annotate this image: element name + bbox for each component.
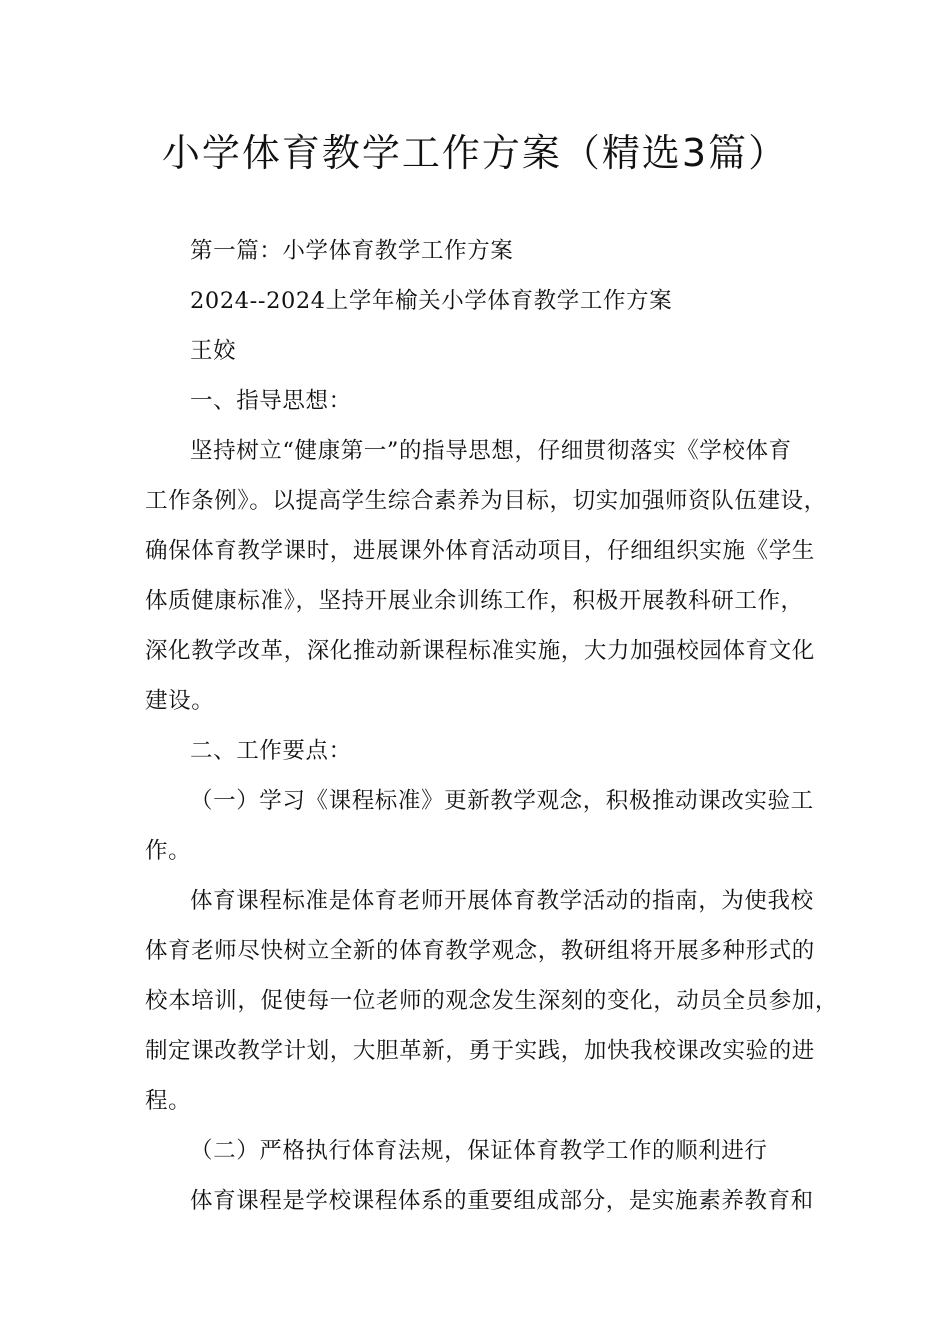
text-line: 确保体育教学课时，进展课外体育活动项目，仔细组织实施《学生 <box>145 538 815 564</box>
text-line: 体育老师尽快树立全新的体育教学观念，教研组将开展多种形式的 <box>145 938 815 964</box>
text-line: （二）严格执行体育法规，保证体育教学工作的顺利进行 <box>190 1138 768 1164</box>
text-line: 二、工作要点： <box>190 738 352 764</box>
text-line: （一）学习《课程标准》更新教学观念，积极推动课改实验工 <box>190 788 814 814</box>
text-line: 2024--2024上学年榆关小学体育教学工作方案 <box>190 288 673 314</box>
text-line: 体育课程标准是体育老师开展体育教学活动的指南，为使我校 <box>190 888 814 914</box>
text-line: 坚持树立“健康第一”的指导思想，仔细贯彻落实《学校体育 <box>190 438 792 464</box>
text-line: 工作条例》。以提高学生综合素养为目标，切实加强师资队伍建设， <box>145 488 827 514</box>
text-line: 深化教学改革，深化推动新课程标准实施，大力加强校园体育文化 <box>145 638 815 664</box>
text-line: 体质健康标准》，坚持开展业余训练工作，积极开展教科研工作， <box>145 588 804 614</box>
document-title: 小学体育教学工作方案（精选3篇） <box>161 131 789 175</box>
text-line: 王姣 <box>190 338 237 364</box>
text-line: 建设。 <box>145 688 215 714</box>
text-line: 作。 <box>145 838 192 864</box>
text-line: 一、指导思想： <box>190 388 352 414</box>
text-line: 校本培训，促使每一位老师的观念发生深刻的变化，动员全员参加， <box>145 988 839 1014</box>
text-line: 制定课改教学计划，大胆革新，勇于实践，加快我校课改实验的进 <box>145 1038 815 1064</box>
text-line: 程。 <box>145 1088 192 1114</box>
text-line: 第一篇：小学体育教学工作方案 <box>190 238 514 264</box>
document-body <box>145 226 839 1226</box>
text-line: 体育课程是学校课程体系的重要组成部分，是实施素养教育和 <box>190 1188 814 1214</box>
